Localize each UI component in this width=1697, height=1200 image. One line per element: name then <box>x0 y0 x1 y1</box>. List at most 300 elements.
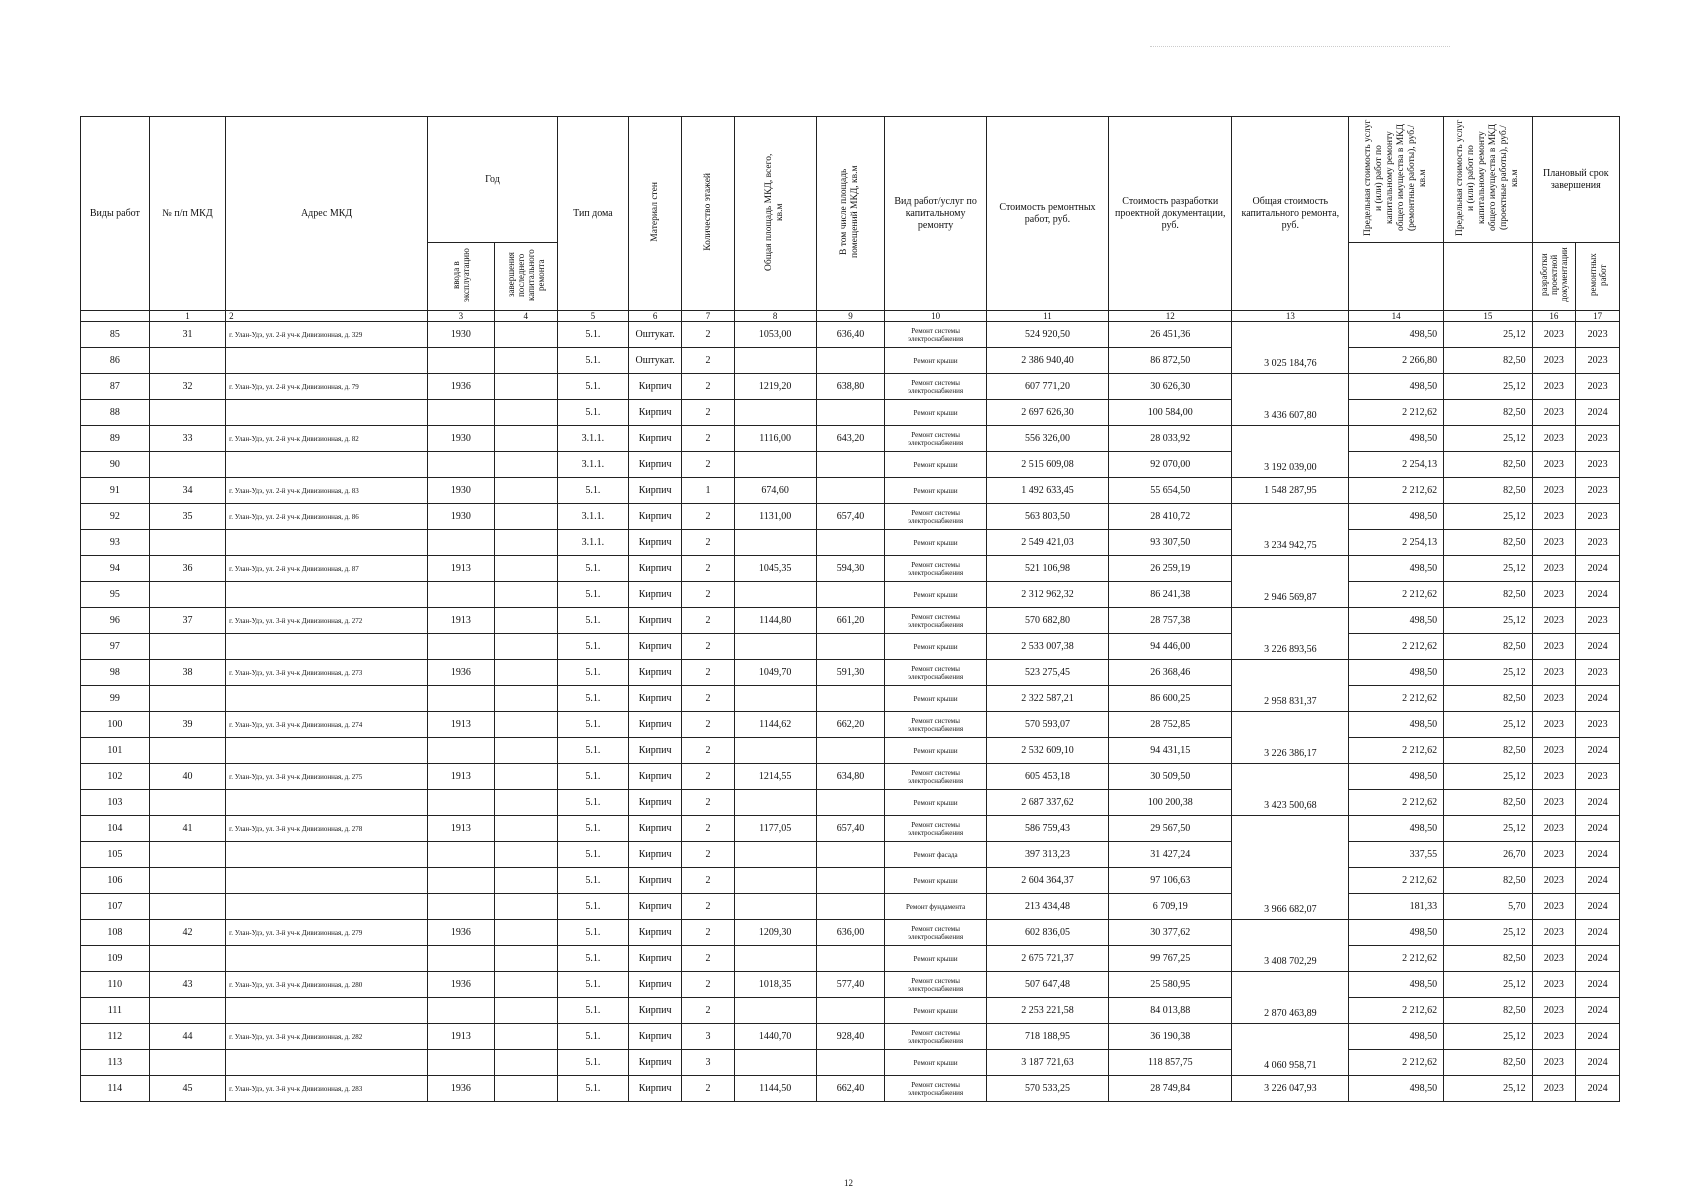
premises-area: 643,20 <box>816 426 885 452</box>
house-type: 5.1. <box>557 634 628 660</box>
wall-material: Кирпич <box>628 608 681 634</box>
header-deadline-repair: ремонтных работ <box>1576 243 1620 311</box>
floors: 2 <box>682 764 734 790</box>
limit-repair: 337,55 <box>1349 842 1444 868</box>
limit-repair: 498,50 <box>1349 556 1444 582</box>
design-cost: 26 259,19 <box>1109 556 1232 582</box>
work-kind: Ремонт крыши <box>885 686 987 712</box>
column-number <box>81 311 150 322</box>
floors: 2 <box>682 920 734 946</box>
commission-year <box>428 946 495 972</box>
premises-area <box>816 1050 885 1076</box>
column-number: 5 <box>557 311 628 322</box>
house-type: 5.1. <box>557 894 628 920</box>
header-design-cost: Стоимость разработки проектной документации, руб. <box>1109 117 1232 311</box>
deadline-repair: 2024 <box>1576 1050 1620 1076</box>
deadline-design: 2023 <box>1532 608 1576 634</box>
column-number: 7 <box>682 311 734 322</box>
design-cost: 26 368,46 <box>1109 660 1232 686</box>
premises-area: 634,80 <box>816 764 885 790</box>
last-repair-year <box>494 998 557 1024</box>
deadline-design: 2023 <box>1532 998 1576 1024</box>
last-repair-year <box>494 816 557 842</box>
mkd-number <box>149 842 225 868</box>
last-repair-year <box>494 582 557 608</box>
last-repair-year <box>494 1024 557 1050</box>
total-area: 1053,00 <box>734 322 816 348</box>
column-number: 9 <box>816 311 885 322</box>
deadline-repair: 2024 <box>1576 400 1620 426</box>
house-type: 5.1. <box>557 764 628 790</box>
address-cell: г. Улан-Удэ, ул. 2-й уч-к Дивизионная, д. 83 <box>226 478 428 504</box>
header-repair-cost: Стоимость ремонтных работ, руб. <box>986 117 1108 311</box>
repair-cost: 570 593,07 <box>986 712 1108 738</box>
total-area <box>734 582 816 608</box>
commission-year: 1936 <box>428 660 495 686</box>
repair-cost: 521 106,98 <box>986 556 1108 582</box>
total-area: 1209,30 <box>734 920 816 946</box>
last-repair-year <box>494 478 557 504</box>
repair-cost: 2 697 626,30 <box>986 400 1108 426</box>
deadline-design: 2023 <box>1532 764 1576 790</box>
total-cost: 4 060 958,71 <box>1232 1024 1349 1076</box>
wall-material: Кирпич <box>628 1050 681 1076</box>
total-area <box>734 634 816 660</box>
row-number: 112 <box>81 1024 150 1050</box>
design-cost: 30 377,62 <box>1109 920 1232 946</box>
limit-design: 82,50 <box>1444 790 1532 816</box>
row-number: 114 <box>81 1076 150 1102</box>
repair-cost: 524 920,50 <box>986 322 1108 348</box>
premises-area: 661,20 <box>816 608 885 634</box>
design-cost: 31 427,24 <box>1109 842 1232 868</box>
deadline-repair: 2024 <box>1576 894 1620 920</box>
work-kind: Ремонт системы электроснабжения <box>885 322 987 348</box>
limit-design: 82,50 <box>1444 348 1532 374</box>
floors: 3 <box>682 1024 734 1050</box>
house-type: 5.1. <box>557 374 628 400</box>
house-type: 5.1. <box>557 712 628 738</box>
mkd-number <box>149 946 225 972</box>
wall-material: Кирпич <box>628 920 681 946</box>
premises-area <box>816 738 885 764</box>
work-kind: Ремонт системы электроснабжения <box>885 660 987 686</box>
total-area <box>734 686 816 712</box>
work-kind: Ремонт крыши <box>885 790 987 816</box>
row-number: 90 <box>81 452 150 478</box>
table-row <box>81 504 1620 530</box>
column-number: 10 <box>885 311 987 322</box>
limit-repair: 498,50 <box>1349 322 1444 348</box>
work-kind: Ремонт системы электроснабжения <box>885 556 987 582</box>
work-kind: Ремонт крыши <box>885 530 987 556</box>
limit-repair: 2 212,62 <box>1349 1050 1444 1076</box>
deadline-repair: 2024 <box>1576 556 1620 582</box>
repair-cost: 2 604 364,37 <box>986 868 1108 894</box>
house-type: 5.1. <box>557 868 628 894</box>
table-row <box>81 400 1620 426</box>
deadline-repair: 2024 <box>1576 920 1620 946</box>
limit-design: 25,12 <box>1444 322 1532 348</box>
deadline-repair: 2023 <box>1576 712 1620 738</box>
design-cost: 28 752,85 <box>1109 712 1232 738</box>
limit-repair: 498,50 <box>1349 426 1444 452</box>
repair-cost: 2 312 962,32 <box>986 582 1108 608</box>
work-kind: Ремонт системы электроснабжения <box>885 712 987 738</box>
column-number-row <box>81 311 1620 322</box>
last-repair-year <box>494 634 557 660</box>
wall-material: Кирпич <box>628 686 681 712</box>
design-cost: 99 767,25 <box>1109 946 1232 972</box>
repair-cost: 2 532 609,10 <box>986 738 1108 764</box>
deadline-repair: 2023 <box>1576 608 1620 634</box>
header-year: Год <box>428 117 558 243</box>
deadline-design: 2023 <box>1532 504 1576 530</box>
table-row <box>81 712 1620 738</box>
row-number: 108 <box>81 920 150 946</box>
table-row <box>81 816 1620 842</box>
work-kind: Ремонт системы электроснабжения <box>885 504 987 530</box>
premises-area <box>816 894 885 920</box>
floors: 1 <box>682 478 734 504</box>
commission-year: 1936 <box>428 972 495 998</box>
house-type: 5.1. <box>557 608 628 634</box>
wall-material: Кирпич <box>628 1076 681 1102</box>
commission-year <box>428 868 495 894</box>
last-repair-year <box>494 608 557 634</box>
house-type: 5.1. <box>557 1024 628 1050</box>
table-row <box>81 738 1620 764</box>
table-row <box>81 452 1620 478</box>
floors: 2 <box>682 400 734 426</box>
total-cost: 3 966 682,07 <box>1232 816 1349 920</box>
table-row <box>81 946 1620 972</box>
total-area <box>734 400 816 426</box>
wall-material: Кирпич <box>628 400 681 426</box>
table-row <box>81 530 1620 556</box>
house-type: 5.1. <box>557 946 628 972</box>
premises-area: 928,40 <box>816 1024 885 1050</box>
limit-repair: 498,50 <box>1349 764 1444 790</box>
total-cost: 3 234 942,75 <box>1232 504 1349 556</box>
wall-material: Кирпич <box>628 998 681 1024</box>
header-house-type: Тип дома <box>557 117 628 311</box>
limit-repair: 2 212,62 <box>1349 478 1444 504</box>
table-row <box>81 998 1620 1024</box>
deadline-repair: 2023 <box>1576 478 1620 504</box>
column-number: 15 <box>1444 311 1532 322</box>
limit-repair: 181,33 <box>1349 894 1444 920</box>
work-kind: Ремонт системы электроснабжения <box>885 1076 987 1102</box>
floors: 2 <box>682 894 734 920</box>
floors: 2 <box>682 582 734 608</box>
column-number: 1 <box>149 311 225 322</box>
mkd-number <box>149 868 225 894</box>
row-number: 100 <box>81 712 150 738</box>
table-row <box>81 348 1620 374</box>
premises-area: 662,20 <box>816 712 885 738</box>
floors: 2 <box>682 686 734 712</box>
header-premises-area: В том числе площадь помещений МКД, кв.м <box>816 117 885 311</box>
header-limit-repair: Предельная стоимость услуг и (или) работ по капитальному ремонту общего имущества в МКД (ремонтные работы), руб./кв.м <box>1349 117 1444 243</box>
mkd-number <box>149 582 225 608</box>
address-cell: г. Улан-Удэ, ул. 3-й уч-к Дивизионная, д. 272 <box>226 608 428 634</box>
deadline-repair: 2024 <box>1576 842 1620 868</box>
header-mkd-number: № п/п МКД <box>149 117 225 311</box>
limit-design: 26,70 <box>1444 842 1532 868</box>
house-type: 3.1.1. <box>557 452 628 478</box>
house-type: 5.1. <box>557 582 628 608</box>
deadline-repair: 2024 <box>1576 816 1620 842</box>
repair-cost: 2 515 609,08 <box>986 452 1108 478</box>
mkd-number: 35 <box>149 504 225 530</box>
mkd-number <box>149 790 225 816</box>
header-deadline-design: разработки проектной документации <box>1532 243 1576 311</box>
last-repair-year <box>494 1076 557 1102</box>
total-area <box>734 1050 816 1076</box>
wall-material: Кирпич <box>628 1024 681 1050</box>
work-kind: Ремонт фундамента <box>885 894 987 920</box>
floors: 2 <box>682 712 734 738</box>
wall-material: Кирпич <box>628 582 681 608</box>
last-repair-year <box>494 374 557 400</box>
floors: 2 <box>682 556 734 582</box>
deadline-repair: 2023 <box>1576 530 1620 556</box>
limit-repair: 2 212,62 <box>1349 634 1444 660</box>
last-repair-year <box>494 348 557 374</box>
limit-design: 82,50 <box>1444 452 1532 478</box>
total-area: 1018,35 <box>734 972 816 998</box>
design-cost: 93 307,50 <box>1109 530 1232 556</box>
last-repair-year <box>494 972 557 998</box>
wall-material: Кирпич <box>628 452 681 478</box>
floors: 2 <box>682 452 734 478</box>
deadline-design: 2023 <box>1532 322 1576 348</box>
commission-year <box>428 582 495 608</box>
address-cell <box>226 894 428 920</box>
deadline-repair: 2023 <box>1576 452 1620 478</box>
limit-repair: 2 212,62 <box>1349 738 1444 764</box>
premises-area <box>816 452 885 478</box>
total-cost: 1 548 287,95 <box>1232 478 1349 504</box>
repair-cost: 523 275,45 <box>986 660 1108 686</box>
column-number: 11 <box>986 311 1108 322</box>
work-kind: Ремонт крыши <box>885 452 987 478</box>
floors: 2 <box>682 504 734 530</box>
deadline-design: 2023 <box>1532 868 1576 894</box>
commission-year: 1913 <box>428 556 495 582</box>
last-repair-year <box>494 790 557 816</box>
design-cost: 30 509,50 <box>1109 764 1232 790</box>
limit-repair: 498,50 <box>1349 504 1444 530</box>
header-planned-deadline: Плановый срок завершения <box>1532 117 1619 243</box>
limit-design: 82,50 <box>1444 686 1532 712</box>
last-repair-year <box>494 868 557 894</box>
repair-cost: 602 836,05 <box>986 920 1108 946</box>
total-area: 1144,80 <box>734 608 816 634</box>
commission-year <box>428 686 495 712</box>
commission-year <box>428 634 495 660</box>
address-cell <box>226 686 428 712</box>
last-repair-year <box>494 452 557 478</box>
house-type: 5.1. <box>557 1076 628 1102</box>
address-cell: г. Улан-Удэ, ул. 2-й уч-к Дивизионная, д. 329 <box>226 322 428 348</box>
deadline-design: 2023 <box>1532 972 1576 998</box>
total-cost: 3 408 702,29 <box>1232 920 1349 972</box>
premises-area <box>816 868 885 894</box>
table-row <box>81 790 1620 816</box>
deadline-repair: 2024 <box>1576 582 1620 608</box>
limit-design: 82,50 <box>1444 1050 1532 1076</box>
repair-cost: 2 533 007,38 <box>986 634 1108 660</box>
deadline-repair: 2023 <box>1576 374 1620 400</box>
repair-cost: 3 187 721,63 <box>986 1050 1108 1076</box>
limit-design: 25,12 <box>1444 1076 1532 1102</box>
last-repair-year <box>494 686 557 712</box>
wall-material: Кирпич <box>628 556 681 582</box>
deadline-design: 2023 <box>1532 478 1576 504</box>
table-row <box>81 842 1620 868</box>
commission-year <box>428 790 495 816</box>
last-repair-year <box>494 764 557 790</box>
limit-design: 82,50 <box>1444 946 1532 972</box>
commission-year: 1930 <box>428 322 495 348</box>
design-cost: 86 872,50 <box>1109 348 1232 374</box>
address-cell <box>226 634 428 660</box>
limit-repair: 498,50 <box>1349 816 1444 842</box>
table-row <box>81 686 1620 712</box>
design-cost: 25 580,95 <box>1109 972 1232 998</box>
mkd-number <box>149 348 225 374</box>
wall-material: Кирпич <box>628 374 681 400</box>
table-row <box>81 582 1620 608</box>
column-number: 12 <box>1109 311 1232 322</box>
limit-repair: 2 254,13 <box>1349 452 1444 478</box>
limit-design: 82,50 <box>1444 998 1532 1024</box>
mkd-number: 42 <box>149 920 225 946</box>
limit-repair: 2 212,62 <box>1349 868 1444 894</box>
limit-repair: 498,50 <box>1349 1024 1444 1050</box>
design-cost: 6 709,19 <box>1109 894 1232 920</box>
commission-year <box>428 452 495 478</box>
total-cost: 3 025 184,76 <box>1232 322 1349 374</box>
address-cell: г. Улан-Удэ, ул. 2-й уч-к Дивизионная, д. 87 <box>226 556 428 582</box>
premises-area: 657,40 <box>816 504 885 530</box>
mkd-number: 45 <box>149 1076 225 1102</box>
total-area: 1049,70 <box>734 660 816 686</box>
column-number: 14 <box>1349 311 1444 322</box>
work-kind: Ремонт крыши <box>885 582 987 608</box>
work-kind: Ремонт системы электроснабжения <box>885 816 987 842</box>
mkd-number <box>149 738 225 764</box>
mkd-number: 37 <box>149 608 225 634</box>
premises-area: 657,40 <box>816 816 885 842</box>
address-cell: г. Улан-Удэ, ул. 3-й уч-к Дивизионная, д. 278 <box>226 816 428 842</box>
floors: 2 <box>682 790 734 816</box>
commission-year <box>428 1050 495 1076</box>
deadline-repair: 2023 <box>1576 322 1620 348</box>
total-cost: 2 870 463,89 <box>1232 972 1349 1024</box>
total-area: 1177,05 <box>734 816 816 842</box>
table-row <box>81 764 1620 790</box>
floors: 2 <box>682 348 734 374</box>
header-total-cost: Общая стоимость капитального ремонта, руб. <box>1232 117 1349 311</box>
limit-design: 25,12 <box>1444 1024 1532 1050</box>
wall-material: Кирпич <box>628 816 681 842</box>
wall-material: Кирпич <box>628 738 681 764</box>
limit-repair: 498,50 <box>1349 920 1444 946</box>
premises-area: 636,40 <box>816 322 885 348</box>
limit-repair: 498,50 <box>1349 1076 1444 1102</box>
limit-design: 5,70 <box>1444 894 1532 920</box>
limit-repair: 2 212,62 <box>1349 582 1444 608</box>
premises-area <box>816 582 885 608</box>
mkd-number: 41 <box>149 816 225 842</box>
work-kind: Ремонт системы электроснабжения <box>885 426 987 452</box>
last-repair-year <box>494 556 557 582</box>
table-row <box>81 1050 1620 1076</box>
deadline-design: 2023 <box>1532 816 1576 842</box>
limit-design: 25,12 <box>1444 504 1532 530</box>
table-row <box>81 894 1620 920</box>
row-number: 85 <box>81 322 150 348</box>
work-kind: Ремонт крыши <box>885 400 987 426</box>
design-cost: 30 626,30 <box>1109 374 1232 400</box>
total-area <box>734 790 816 816</box>
total-area: 674,60 <box>734 478 816 504</box>
design-cost: 94 431,15 <box>1109 738 1232 764</box>
mkd-number <box>149 530 225 556</box>
floors: 2 <box>682 738 734 764</box>
premises-area <box>816 998 885 1024</box>
floors: 2 <box>682 322 734 348</box>
address-cell <box>226 452 428 478</box>
repair-cost: 1 492 633,45 <box>986 478 1108 504</box>
address-cell <box>226 348 428 374</box>
row-number: 94 <box>81 556 150 582</box>
work-kind: Ремонт системы электроснабжения <box>885 972 987 998</box>
design-cost: 100 200,38 <box>1109 790 1232 816</box>
total-area: 1219,20 <box>734 374 816 400</box>
house-type: 3.1.1. <box>557 504 628 530</box>
repair-cost: 570 533,25 <box>986 1076 1108 1102</box>
house-type: 5.1. <box>557 660 628 686</box>
deadline-design: 2023 <box>1532 712 1576 738</box>
premises-area <box>816 790 885 816</box>
work-kind: Ремонт крыши <box>885 868 987 894</box>
premises-area: 636,00 <box>816 920 885 946</box>
floors: 2 <box>682 972 734 998</box>
design-cost: 84 013,88 <box>1109 998 1232 1024</box>
row-number: 86 <box>81 348 150 374</box>
design-cost: 28 033,92 <box>1109 426 1232 452</box>
mkd-number: 32 <box>149 374 225 400</box>
repair-cost: 2 386 940,40 <box>986 348 1108 374</box>
deadline-repair: 2024 <box>1576 790 1620 816</box>
total-cost: 3 192 039,00 <box>1232 426 1349 478</box>
commission-year: 1936 <box>428 374 495 400</box>
floors: 2 <box>682 868 734 894</box>
work-kind: Ремонт системы электроснабжения <box>885 374 987 400</box>
address-cell: г. Улан-Удэ, ул. 3-й уч-к Дивизионная, д. 275 <box>226 764 428 790</box>
limit-design: 25,12 <box>1444 972 1532 998</box>
header-work-kind: Вид работ/услуг по капитальному ремонту <box>885 117 987 311</box>
total-area <box>734 998 816 1024</box>
commission-year <box>428 530 495 556</box>
limit-repair: 2 212,62 <box>1349 998 1444 1024</box>
total-cost: 3 423 500,68 <box>1232 764 1349 816</box>
deadline-repair: 2024 <box>1576 738 1620 764</box>
